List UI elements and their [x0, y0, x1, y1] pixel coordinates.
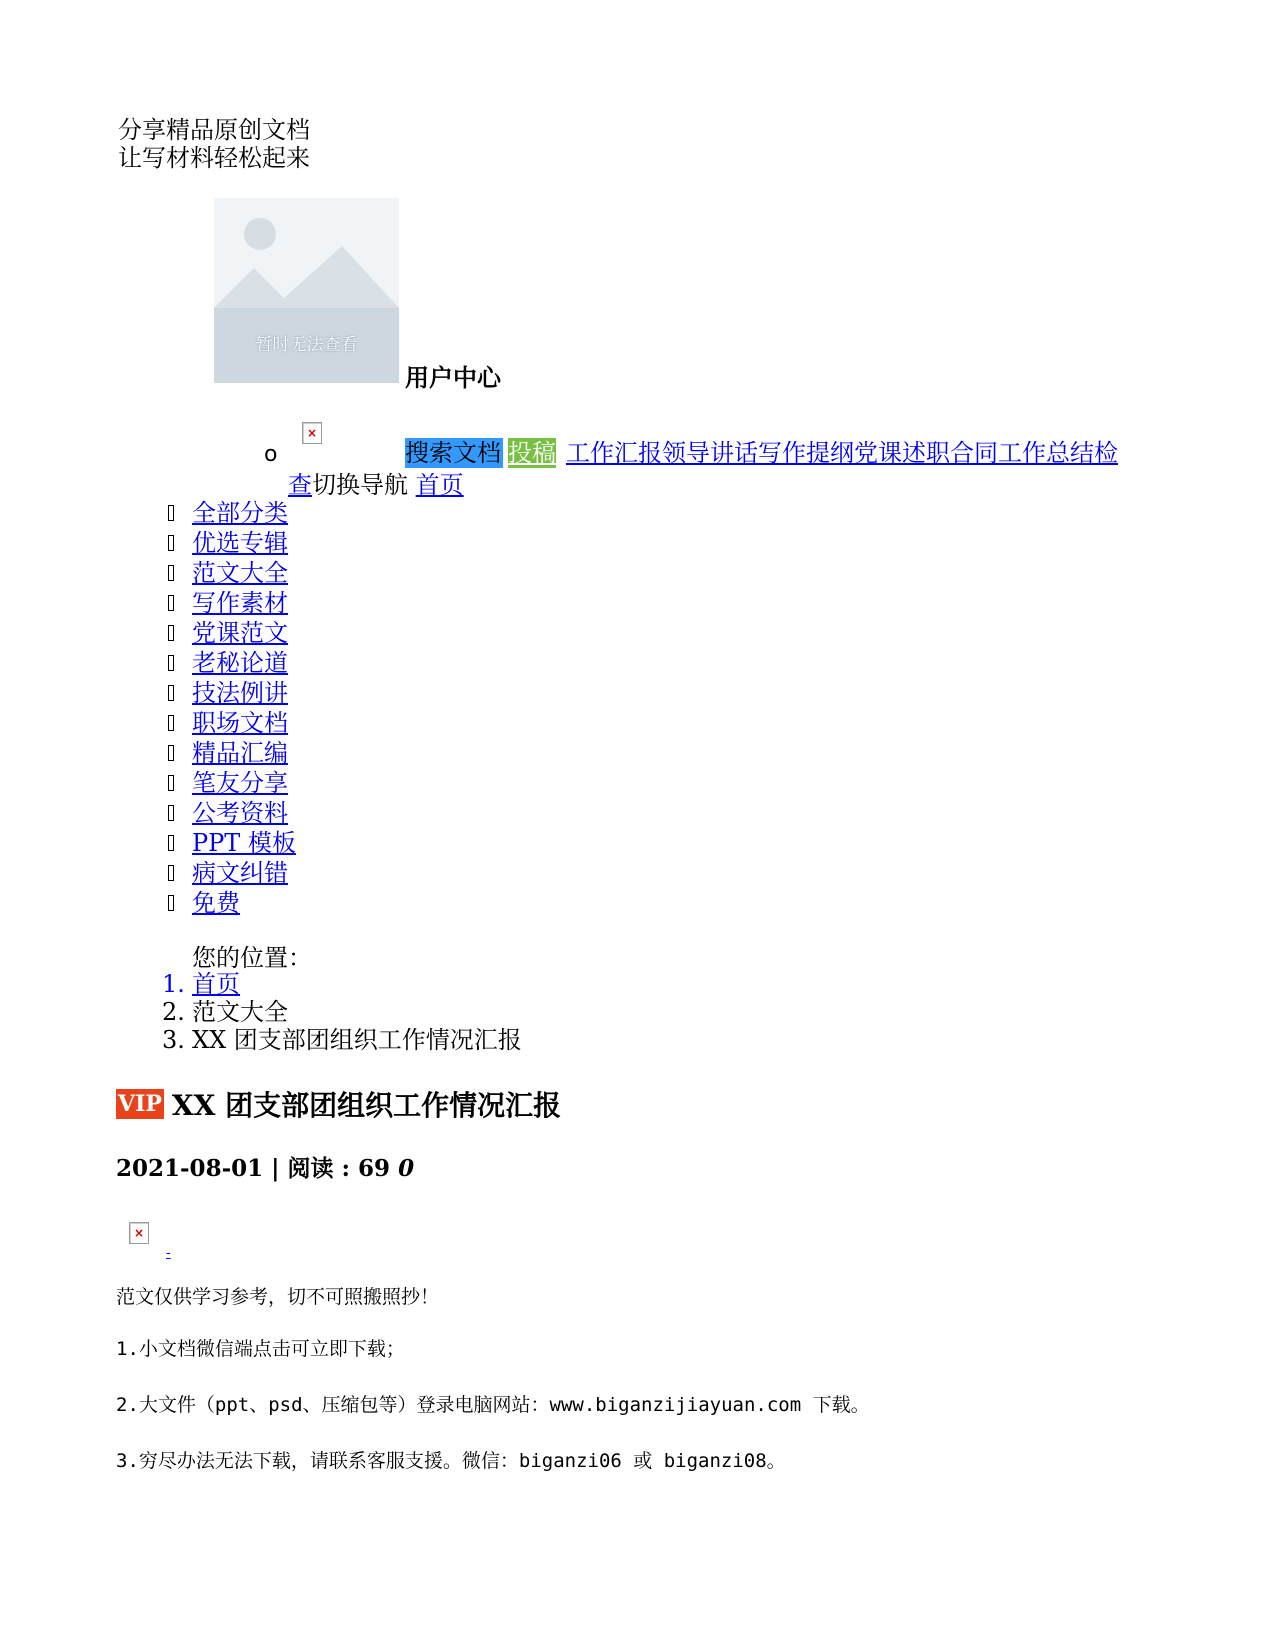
nav-link-work-report[interactable]: 工作汇报	[566, 439, 662, 467]
notice-step-1: 1.小文档微信端点击可立即下载；	[116, 1338, 405, 1360]
category-link[interactable]: 写作素材	[192, 589, 288, 617]
square-bullet-icon	[168, 715, 174, 731]
breadcrumb-current: XX 团支部团组织工作情况汇报	[192, 1026, 522, 1054]
vip-badge: VIP	[118, 1091, 162, 1117]
list-item	[168, 858, 296, 888]
breadcrumb-category: 范文大全	[192, 998, 288, 1026]
square-bullet-icon	[168, 805, 174, 821]
list-item	[168, 678, 296, 708]
image-placeholder-icon	[214, 198, 399, 383]
tagline-line-2: 让写材料轻松起来	[118, 144, 310, 172]
tagline-line-1: 分享精品原创文档	[118, 116, 310, 144]
nav-bullet: o	[264, 442, 278, 467]
category-link[interactable]: 病文纠错	[192, 859, 288, 887]
list-item	[168, 498, 296, 528]
category-link[interactable]: 笔友分享	[192, 769, 288, 797]
submit-article-button[interactable]: 投稿	[508, 439, 556, 467]
category-link[interactable]: PPT 模板	[192, 829, 296, 857]
list-item	[168, 798, 296, 828]
search-docs-button[interactable]: 搜索文档	[405, 439, 501, 467]
square-bullet-icon	[168, 775, 174, 791]
list-item	[168, 708, 296, 738]
square-bullet-icon	[168, 595, 174, 611]
list-item	[168, 828, 296, 858]
article-title: XX 团支部团组织工作情况汇报	[171, 1089, 562, 1122]
category-list	[168, 498, 296, 918]
nav-link-work-summary[interactable]: 工作总结	[998, 439, 1094, 467]
list-item	[168, 768, 296, 798]
read-label: 阅读 :	[287, 1155, 359, 1182]
comment-count: 0	[398, 1155, 415, 1182]
list-item	[168, 618, 296, 648]
breadcrumb-number: 1.	[162, 970, 185, 998]
notice-disclaimer: 范文仅供学习参考，切不可照搬照抄！	[116, 1286, 440, 1308]
nav-links	[566, 438, 1118, 468]
list-item	[168, 558, 296, 588]
breadcrumb-item	[162, 970, 522, 998]
nav-link-contract[interactable]: 合同	[950, 439, 998, 467]
list-item	[168, 738, 296, 768]
category-link[interactable]: 职场文档	[192, 709, 288, 737]
nav-link-inspection-part1[interactable]: 检	[1094, 439, 1118, 467]
broken-image-icon: ×	[302, 422, 322, 444]
square-bullet-icon	[168, 835, 174, 851]
category-link[interactable]: 优选专辑	[192, 529, 288, 557]
category-link[interactable]: 技法例讲	[192, 679, 288, 707]
category-link[interactable]: 免费	[192, 889, 240, 917]
user-center-link[interactable]: 用户中心	[405, 364, 501, 392]
square-bullet-icon	[168, 745, 174, 761]
nav-link-party-lesson[interactable]: 党课	[854, 439, 902, 467]
square-bullet-icon	[168, 505, 174, 521]
broken-image-icon[interactable]: ×	[129, 1222, 149, 1244]
article-heading	[116, 1084, 561, 1124]
meta-separator: |	[263, 1155, 288, 1182]
breadcrumb-home-link[interactable]: 首页	[192, 970, 240, 998]
read-count: 69	[358, 1155, 391, 1182]
breadcrumb-item	[162, 1026, 522, 1054]
category-link[interactable]: 范文大全	[192, 559, 288, 587]
breadcrumb-number: 2.	[162, 998, 185, 1026]
square-bullet-icon	[168, 565, 174, 581]
nav-link-inspection-part2[interactable]: 查	[288, 471, 312, 499]
nav-line-2	[288, 470, 464, 500]
site-tagline	[118, 116, 310, 172]
category-link[interactable]: 公考资料	[192, 799, 288, 827]
switch-nav-button[interactable]: 切换导航	[312, 471, 408, 499]
notice-step-2: 2.大文件（ppt、psd、压缩包等）登录电脑网站：www.biganzijiayuan.com 下载。	[116, 1394, 870, 1416]
nav-link-writing-outline[interactable]: 写作提纲	[758, 439, 854, 467]
list-item	[168, 528, 296, 558]
breadcrumb	[162, 970, 522, 1054]
category-link[interactable]: 精品汇编	[192, 739, 288, 767]
list-item	[168, 588, 296, 618]
list-item	[168, 888, 296, 918]
breadcrumb-label: 您的位置：	[192, 944, 312, 972]
square-bullet-icon	[168, 625, 174, 641]
square-bullet-icon	[168, 685, 174, 701]
avatar[interactable]	[214, 198, 399, 383]
avatar-caption: 暂时无法查看	[255, 335, 358, 355]
category-link[interactable]: 党课范文	[192, 619, 288, 647]
square-bullet-icon	[168, 895, 174, 911]
nav-link-leader-speech[interactable]: 领导讲话	[662, 439, 758, 467]
notice-step-3: 3.穷尽办法无法下载，请联系客服支援。微信：biganzi06 或 biganzi08。	[116, 1450, 786, 1472]
square-bullet-icon	[168, 655, 174, 671]
nav-link-home[interactable]: 首页	[415, 471, 464, 499]
category-link[interactable]: 全部分类	[192, 499, 288, 527]
article-meta	[116, 1150, 414, 1183]
nav-link-debriefing[interactable]: 述职	[902, 439, 950, 467]
breadcrumb-item	[162, 998, 522, 1026]
breadcrumb-number: 3.	[162, 1026, 185, 1054]
square-bullet-icon	[168, 865, 174, 881]
category-link[interactable]: 老秘论道	[192, 649, 288, 677]
document-link[interactable]: -	[166, 1245, 171, 1261]
article-date: 2021-08-01	[116, 1155, 264, 1182]
list-item	[168, 648, 296, 678]
square-bullet-icon	[168, 535, 174, 551]
